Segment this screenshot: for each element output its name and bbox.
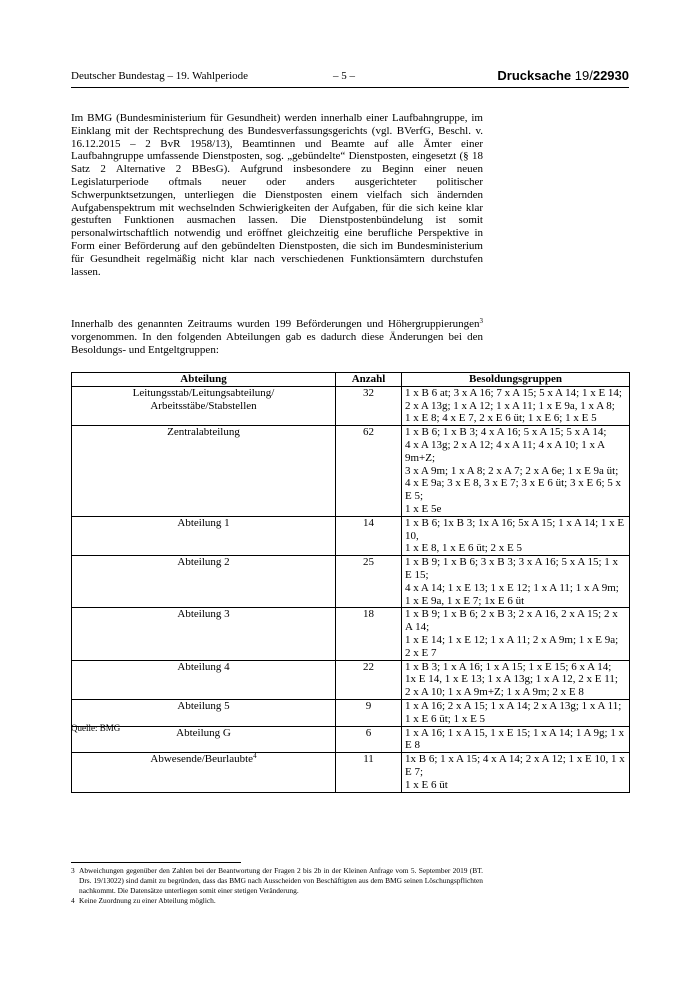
cell-abteilung: Abteilung 3 [72,608,336,660]
cell-anzahl: 22 [336,660,402,699]
cell-besoldungsgruppen: 1x B 6; 1 x A 15; 4 x A 14; 2 x A 12; 1 x E 10, 1 x E 7; 1 x E 6 üt [402,753,630,792]
header-drucksache-label: Drucksache [497,68,572,83]
table-row [72,726,630,753]
table-row [72,699,630,726]
cell-anzahl: 62 [336,426,402,517]
footnote-text: Abweichungen gegenüber den Zahlen bei der Beantwortung der Fragen 2 bis 2b in der Kleinen Anfrage vom 5. September 2019 (BT. Drs. 19/13022) sind damit zu begründen, dass das BMG nach Ausscheiden von Beschäftigten aus dem BMG seinen Löschungspflichten nachkommt. Die Datensätze unterliegen somit einer stetigen Veränderung. [79,866,483,895]
table-source: Quelle: BMG [71,723,121,733]
cell-besoldungsgruppen: 1 x B 9; 1 x B 6; 3 x B 3; 3 x A 16; 5 x A 15; 1 x E 15; 4 x A 14; 1 x E 13; 1 x E 12; 1 x A 11; 1 x A 9m; 1 x E 9a, 1 x E 7; 1x E 6 üt [402,556,630,608]
cell-anzahl: 32 [336,386,402,425]
cell-besoldungsgruppen: 1 x A 16; 1 x A 15, 1 x E 15; 1 x A 14; 1 A 9g; 1 x E 8 [402,726,630,753]
cell-anzahl: 11 [336,753,402,792]
cell-besoldungsgruppen: 1 x B 6 at; 3 x A 16; 7 x A 15; 5 x A 14; 1 x E 14; 2 x A 13g; 1 x A 12; 1 x A 11; 1 x E 9a, 1 x A 8; 1 x E 8; 4 x E 7, 2 x E 6 üt; 1 x E 6; 1 x E 5 [402,386,630,425]
body-paragraph-2 [71,318,483,356]
table-row [72,516,630,555]
footnote-3 [71,866,483,896]
column-header-abteilung: Abteilung [72,373,336,387]
cell-abteilung: Abteilung 4 [72,660,336,699]
cell-abteilung: Abteilung 1 [72,516,336,555]
column-header-anzahl: Anzahl [336,373,402,387]
cell-besoldungsgruppen: 1 x A 16; 2 x A 15; 1 x A 14; 2 x A 13g; 1 x A 11; 1 x E 6 üt; 1 x E 5 [402,699,630,726]
column-header-besoldungsgruppen: Besoldungsgruppen [402,373,630,387]
footnote-ref-4: 4 [253,752,257,761]
cell-abteilung [72,753,336,792]
footnote-number: 3 [71,866,75,875]
header-publication: Deutscher Bundestag – 19. Wahlperiode [71,70,249,82]
cell-anzahl: 25 [336,556,402,608]
header-rule [71,87,629,88]
table-row [72,426,630,517]
table-row [72,556,630,608]
cell-abteilung: Zentralabteilung [72,426,336,517]
header-drucksache-prefix: 19/ [574,68,593,83]
cell-abteilung: Abteilung G [72,726,336,753]
cell-anzahl: 6 [336,726,402,753]
table-header-row [72,373,630,387]
body-paragraph-2-part-a: Innerhalb des genannten Zeitraums wurden 199 Beförderungen und Höhergruppierungen [71,318,480,330]
cell-besoldungsgruppen: 1 x B 6; 1x B 3; 1x A 16; 5x A 15; 1 x A 14; 1 x E 10, 1 x E 8, 1 x E 6 üt; 2 x E 5 [402,516,630,555]
table-row [72,660,630,699]
cell-abteilung: Abteilung 2 [72,556,336,608]
cell-abteilung: Abteilung 5 [72,699,336,726]
footnote-number: 4 [71,896,75,905]
header-page-number: – 5 – [333,70,355,82]
promotions-table [71,372,630,793]
table-row [72,753,630,792]
table-row [72,608,630,660]
footnote-rule [71,862,241,863]
header-drucksache [497,68,629,83]
cell-abteilung-text: Abwesende/Beurlaubte [150,753,254,766]
cell-anzahl: 14 [336,516,402,555]
header-drucksache-number: 22930 [592,68,629,83]
table-row [72,386,630,425]
body-paragraph-2-part-b: vorgenommen. In den folgenden Abteilungen gab es dadurch diese Änderungen bei den Besoldungs- und Entgeltgruppen: [71,330,483,356]
cell-abteilung: Leitungsstab/Leitungsabteilung/ Arbeitsstäbe/Stabstellen [72,386,336,425]
footnote-text: Keine Zuordnung zu einer Abteilung möglich. [79,896,216,905]
cell-besoldungsgruppen: 1 x B 6; 1 x B 3; 4 x A 16; 5 x A 15; 5 x A 14; 4 x A 13g; 2 x A 12; 4 x A 11; 4 x A 10; 1 x A 9m+Z; 3 x A 9m; 1 x A 8; 2 x A 7; 2 x A 6e; 1 x E 9a üt; 4 x E 9a; 3 x E 8, 3 x E 7; 3 x E 6 üt; 3 x E 6; 5 x E 5; 1 x E 5e [402,426,630,517]
cell-anzahl: 18 [336,608,402,660]
page-header [71,68,629,88]
footnote-4 [71,896,483,906]
body-paragraph-1: Im BMG (Bundesministerium für Gesundheit) werden innerhalb einer Laufbahngruppe, im Einklang mit der Rechtsprechung des Bundesverfassungsgerichts (vgl. BVerfG, Beschl. v. 16.12.2015 – 2 BvR 1958/13), Beamtinnen und Beamte auf alle Ämter einer Laufbahngruppe umfassende Dienstposten, sog. „gebündelte“ Dienstposten, eingesetzt (§ 18 Satz 2 Alternative 2 BBesG). Aufgrund insbesondere zu Beginn einer neuen Legislaturperiode oftmals neuer oder anders ausgerichteter politischer Schwerpunktsetzungen, unterliegen die Dienstposten einem vielfach sich ändernden Aufgabenspektrum mit wechselnden Schwierigkeiten der Aufgaben, für die sich keine klar gestuften Funktionen ausmachen lassen. Die Dienstpostenbündelung ist somit personalwirtschaftlich notwendig und eröffnet gleichzeitig eine berufliche Perspektive in Form einer Beförderung auf den gebündelten Dienstposten, die sich im Bundesministerium für Gesundheit regelmäßig nicht klar nach verschiedenen Funktionsämtern durchstufen lassen. [71,112,483,278]
cell-besoldungsgruppen: 1 x B 9; 1 x B 6; 2 x B 3; 2 x A 16, 2 x A 15; 2 x A 14; 1 x E 14; 1 x E 12; 1 x A 11; 2 x A 9m; 1 x E 9a; 2 x E 7 [402,608,630,660]
footnote-ref-3: 3 [479,317,483,325]
cell-besoldungsgruppen: 1 x B 3; 1 x A 16; 1 x A 15; 1 x E 15; 6 x A 14; 1x E 14, 1 x E 13; 1 x A 13g; 1 x A 12, 2 x E 11; 2 x A 10; 1 x A 9m+Z; 1 x A 9m; 2 x E 8 [402,660,630,699]
cell-anzahl: 9 [336,699,402,726]
